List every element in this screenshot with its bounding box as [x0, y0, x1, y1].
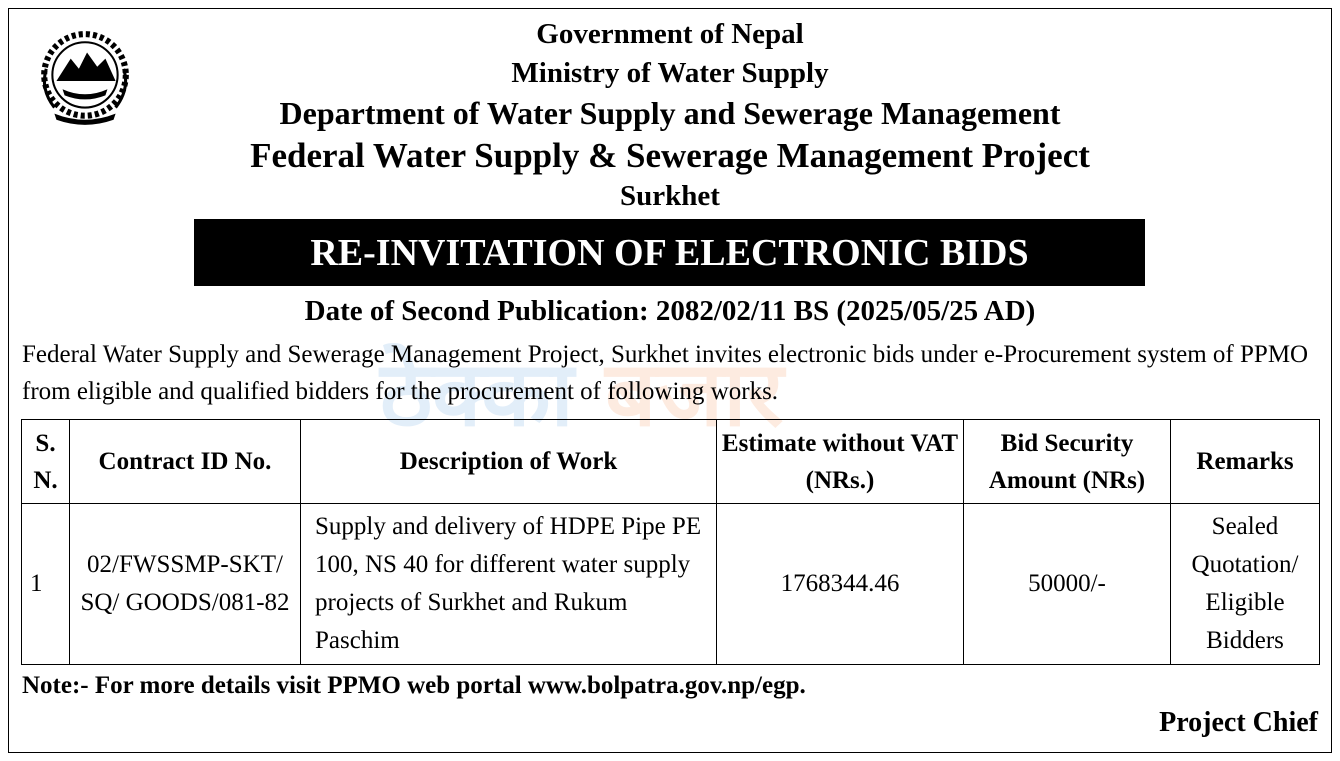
- intro-paragraph: Federal Water Supply and Sewerage Management Project, Surkhet invites electronic bids under e-Procurement system of PPMO from eligible and qualified bidders for the procurement of following works.: [22, 341, 1309, 405]
- header-estimate: Estimate without VAT (NRs.): [717, 420, 964, 504]
- header-location: Surkhet: [620, 180, 720, 212]
- header-remarks: Remarks: [1171, 420, 1320, 504]
- cell-estimate: 1768344.46: [717, 504, 964, 665]
- header-description: Description of Work: [301, 420, 717, 504]
- note-text: Note:- For more details visit PPMO web portal www.bolpatra.gov.np/egp.: [22, 672, 806, 699]
- table-header-row: [22, 420, 1320, 504]
- header-department: Department of Water Supply and Sewerage Management: [279, 95, 1061, 131]
- table-row: [22, 504, 1320, 665]
- header-project: Federal Water Supply & Sewerage Management Project: [250, 136, 1090, 175]
- header-government: Government of Nepal: [536, 18, 804, 50]
- cell-sn: 1: [22, 504, 70, 665]
- notice-banner: RE-INVITATION OF ELECTRONIC BIDS: [194, 219, 1145, 286]
- cell-remarks: Sealed Quotation/ Eligible Bidders: [1171, 504, 1320, 665]
- signature-title: Project Chief: [1159, 707, 1318, 738]
- publication-date: Date of Second Publication: 2082/02/11 BS (2025/05/25 AD): [304, 295, 1036, 327]
- cell-bid-security: 50000/-: [964, 504, 1171, 665]
- header-ministry: Ministry of Water Supply: [511, 57, 829, 89]
- bid-table: [21, 419, 1320, 665]
- cell-description: Supply and delivery of HDPE Pipe PE 100, NS 40 for different water supply projects of Surkhet and Rukum Paschim: [301, 504, 717, 665]
- header-contract-id: Contract ID No.: [70, 420, 301, 504]
- header-sn: S. N.: [22, 420, 70, 504]
- watermark-logo: ठेक्का बजार: [380, 342, 784, 447]
- header-bid-security: Bid Security Amount (NRs): [964, 420, 1171, 504]
- cell-contract-id: 02/FWSSMP-SKT/ SQ/ GOODS/081-82: [70, 504, 301, 665]
